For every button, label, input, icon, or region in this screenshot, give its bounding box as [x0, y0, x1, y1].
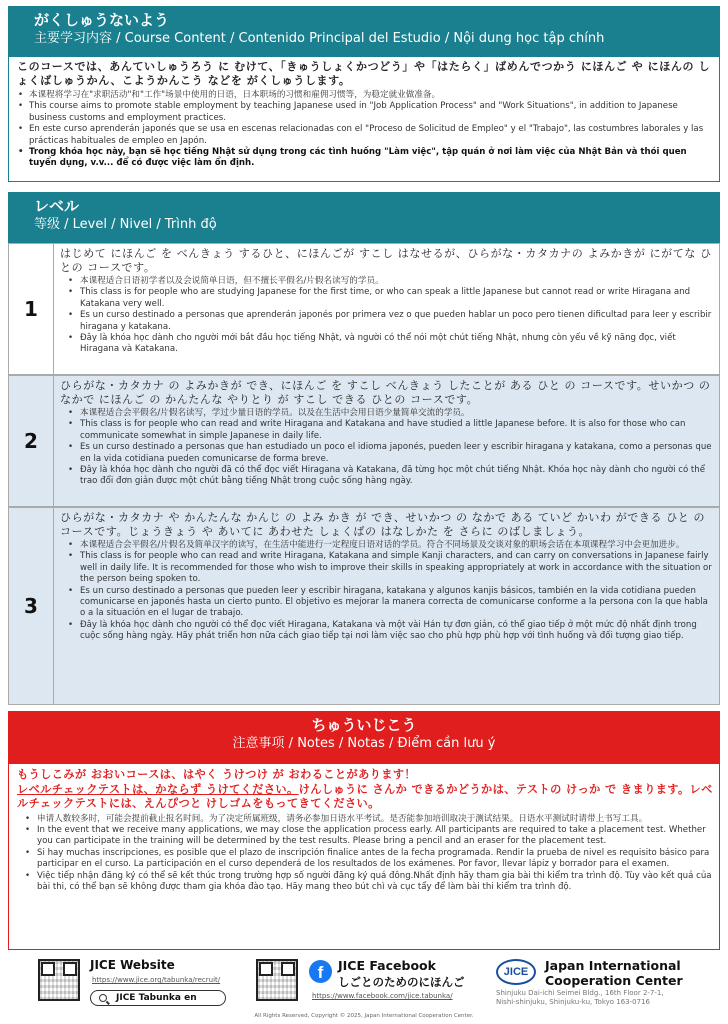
level-title-kana: レベル: [34, 197, 80, 215]
notes-warning-early-close: もうしこみが おおいコースは、はやく うけつけ が おわることがあります！: [17, 768, 417, 781]
course-title-multilang: 主要学习内容 / Course Content / Contenido Principal del Estudio / Nội dung học tập chính: [34, 31, 605, 46]
org-address-line2: Nishi-shinjuku, Shinjuku-ku, Tokyo 163-0716: [496, 998, 650, 1006]
level-bullet-zh: • 本课程适合会平假名/片假名及简单汉字的读写，在生活中能进行一定程度日语对话的学员。符合不同场景及交谈对象的职场会话在本项课程学习中会更加进步。: [60, 540, 713, 551]
notes-warning-rest: けんしゅうに さんか できるかどうかは、テストの けっか で きまります。レベルチェックテストには、えんぴつと けしゴムをもってきてください。: [17, 782, 713, 810]
facebook-icon[interactable]: f: [309, 960, 332, 983]
copyright: All Rights Reserved, Copyright © 2025, Japan International Cooperation Center.: [254, 1013, 474, 1019]
level-bullet-en: • This class is for people who can read and write Hiragana, Katakana and simple Kanji characters, and can carry on conversations in Japanese fairly well in daily life. It is recommended for those who wish to improve their skills in speaking appropriately at work in accordance with the situation or the person being spoken to.: [60, 551, 713, 585]
facebook-qr-code-icon[interactable]: [256, 959, 298, 1001]
level-bullet-vi: • Đây là khóa học dành cho người mới bắt đầu học tiếng Nhật, và người có thể nói một chút tiếng Nhật, nhưng còn yếu về kỹ năng đọc, viết Hiragana và Katakana.: [60, 333, 713, 356]
level-bullet-es: • Es un curso destinado a personas que aprenderán japonés por primera vez o que pueden hablar un poco pero tienen dificultad para leer y escribir hiragana y katakana.: [60, 310, 713, 333]
notes-bullet-zh: • 申请人数较多时，可能会提前截止报名时间。为了决定所属班级，请务必参加日语水平考试。是否能参加培训取决于测试结果。日语水平测试时请带上书写工具。: [17, 814, 713, 825]
footer: [0, 955, 728, 1024]
notes-title-multilang: 注意事项 / Notes / Notas / Điểm cần lưu ý: [232, 736, 496, 751]
org-address: [496, 989, 664, 1007]
level-kana: ひらがな・カタカナ の よみかきが でき、にほんご を すこし べんきょう したことが ある ひと の コースです。せいかつ の なかで にほんご の かんたんな やりとり が すこし できる ひとの コースです。: [60, 379, 711, 406]
level-bullet-zh: • 本课程适合日语初学者以及会说简单日语，但不擅长平假名/片假名读写的学员。: [60, 276, 713, 287]
level-bullet-en: • This class is for people who are studying Japanese for the first time, or who can speak a little Japanese but cannot read or write Hiragana and Katakana very well.: [60, 287, 713, 310]
org-name-line2: Cooperation Center: [545, 973, 683, 988]
website-link[interactable]: https://www.jice.org/tabunka/recruit/: [92, 976, 221, 984]
course-bullet-zh: • 本课程将学习在"求职活动"和"工作"场景中使用的日语，日本职场的习惯和雇佣习惯等，为稳定就业做准备。: [17, 90, 713, 101]
level-number: 2: [24, 429, 38, 453]
notes-warning-underline: レベルチェックテストは、かならず うけてください。: [17, 782, 299, 796]
level-bullet-vi: • Đây là khóa học dành cho người đã có thể đọc viết Hiragana và Katakana, đã từng học một chút tiếng Nhật. Khóa học này dành cho người có thể trao đổi đơn giản được một chút bằng tiếng Nhật trong cuộc sống hàng ngày.: [60, 465, 713, 488]
org-address-line1: Shinjuku Dai-ichi Seimei Bldg., 16th Floor 2-7-1,: [496, 989, 664, 997]
course-intro-kana: このコースでは、あんていしゅうろう に むけて、「きゅうしょくかつどう」や「はたらく」ばめんでつかう にほんご や にほんの しょくばしゅうかん、こようかんこう などを がくしゅうします。: [17, 60, 711, 87]
level-bullet-es: • Es un curso destinado a personas que han estudiado un poco el idioma japonés, pueden leer y escribir hiragana y katakana, como a personas que en la vida cotidiana pueden comunicarse de forma breve.: [60, 442, 713, 465]
level-kana: はじめて にほんご を べんきょう するひと、にほんごが すこし はなせるが、ひらがな・カタカナの よみかきが にがてな ひとの コースです。: [60, 247, 712, 274]
level-bullet-es: • Es un curso destinado a personas que pueden leer y escribir hiragana, katakana y algunos kanjis básicos, también en la vida cotidiana pueden comunicarse en japonés hasta un cierto punto. El objetivo es mejorar la manera correcta de comunicarse conforme a la persona con la que habla o a la situación en el lugar de trabajo.: [60, 586, 713, 620]
notes-bullet-en: • In the event that we receive many applications, we may close the application process early. All participants are required to take a placement test. Whether you can participate in the training will be determined by the test results. Please bring a pencil and an eraser for the placement test.: [17, 825, 713, 848]
notes-warning-level-test: [17, 783, 713, 812]
level-number: 1: [24, 297, 38, 321]
level-bullet-zh: • 本课程适合会平假名/片假名读写，学过少量日语的学员。以及在生活中会用日语少量简单交流的学员。: [60, 408, 713, 419]
level-section-header: [8, 192, 720, 243]
level-description: [53, 244, 719, 374]
level-title-multilang: 等级 / Level / Nivel / Trình độ: [34, 217, 217, 232]
notes-section-body: [8, 763, 720, 950]
course-bullet-list: [17, 90, 713, 170]
level-number: 3: [24, 594, 38, 618]
level-kana: ひらがな・カタカナ や かんたんな かんじ の よみ かき が でき、せいかつ の なかで ある ていど かいわ ができる ひと の コースです。じょうきょう や あいてに あわせた しょくばの はなしかた を さらに のばしましょう。: [60, 511, 706, 538]
search-pill[interactable]: [90, 990, 226, 1006]
notes-title-kana: ちゅういじこう: [311, 716, 417, 734]
course-bullet-es: • En este curso aprenderán japonés que se usa en escenas relacionadas con el "Proceso de Solicitud de Empleo" y el "Trabajo", las costumbres laborales y las prácticas habituales de empleo en Japón.: [17, 124, 713, 147]
level-row-1: [8, 243, 720, 375]
facebook-subtitle: しごとのためのにほんご: [338, 975, 465, 989]
notes-bullet-vi: • Việc tiếp nhận đăng ký có thể sẽ kết thúc trong trường hợp số người đăng ký quá đông.Nhất định hãy tham gia bài thi kiểm tra trình độ. Tùy vào kết quả của bài thi, có thể bạn sẽ không được tham gia khóa đào tạo. Hãy mang theo bút chì và cục tẩy để làm bài thi kiểm tra trình độ.: [17, 871, 713, 894]
course-title-kana: がくしゅうないよう: [34, 11, 170, 29]
facebook-title: JICE Facebook: [338, 958, 436, 973]
level-bullet-vi: • Đây là khóa học dành cho người có thể đọc viết Hiragana, Katakana và một vài Hán tự đơn giản, có thể giao tiếp ở một mức độ nhất định trong cuộc sống hàng ngày. Hãy phát triển hơn nữa cách giao tiếp tại nơi làm việc sao cho phù hợp phù hợp với tình huống và đối tượng giao tiếp.: [60, 620, 713, 643]
course-section-body: [8, 56, 720, 182]
level-row-2: [8, 375, 720, 507]
level-description: [53, 508, 719, 704]
org-name-line1: Japan International: [545, 958, 681, 973]
level-description: [53, 376, 719, 506]
course-bullet-vi: • Trong khóa học này, bạn sẽ học tiếng Nhật sử dụng trong các tình huống "Làm việc", tập quán ở nơi làm việc của Nhật Bản và thói quen tuyển dụng, v.v... để có được việc làm ổn định.: [17, 147, 713, 170]
jice-logo-icon: JICE: [496, 959, 536, 985]
website-qr-code-icon[interactable]: [38, 959, 80, 1001]
course-section-header: [8, 6, 720, 56]
notes-section-header: [8, 711, 720, 763]
level-row-3: [8, 507, 720, 705]
website-title: JICE Website: [90, 958, 175, 972]
search-icon: [99, 994, 107, 1002]
notes-bullet-es: • Si hay muchas inscripciones, es posible que el plazo de inscripción finalice antes de la fecha programada. Rendir la prueba de nivel es requisito básico para participar en el curso. La participación en el curso dependerá de los resultados de los exámenes. Por favor, llevar lápiz y borrador para el examen.: [17, 848, 713, 871]
facebook-link[interactable]: https://www.facebook.com/jice.tabunka/: [312, 992, 453, 1000]
course-bullet-en: • This course aims to promote stable employment by teaching Japanese used in "Job Application Process" and "Work Situations", in addition to Japanese business customs and employment practices.: [17, 101, 713, 124]
level-bullet-en: • This class is for people who can read and write Hiragana and Katakana and have studied a little Japanese before. It is also for those who can communicate somewhat in simple Japanese in daily life.: [60, 419, 713, 442]
search-label: JICE Tabunka en: [116, 993, 197, 1003]
